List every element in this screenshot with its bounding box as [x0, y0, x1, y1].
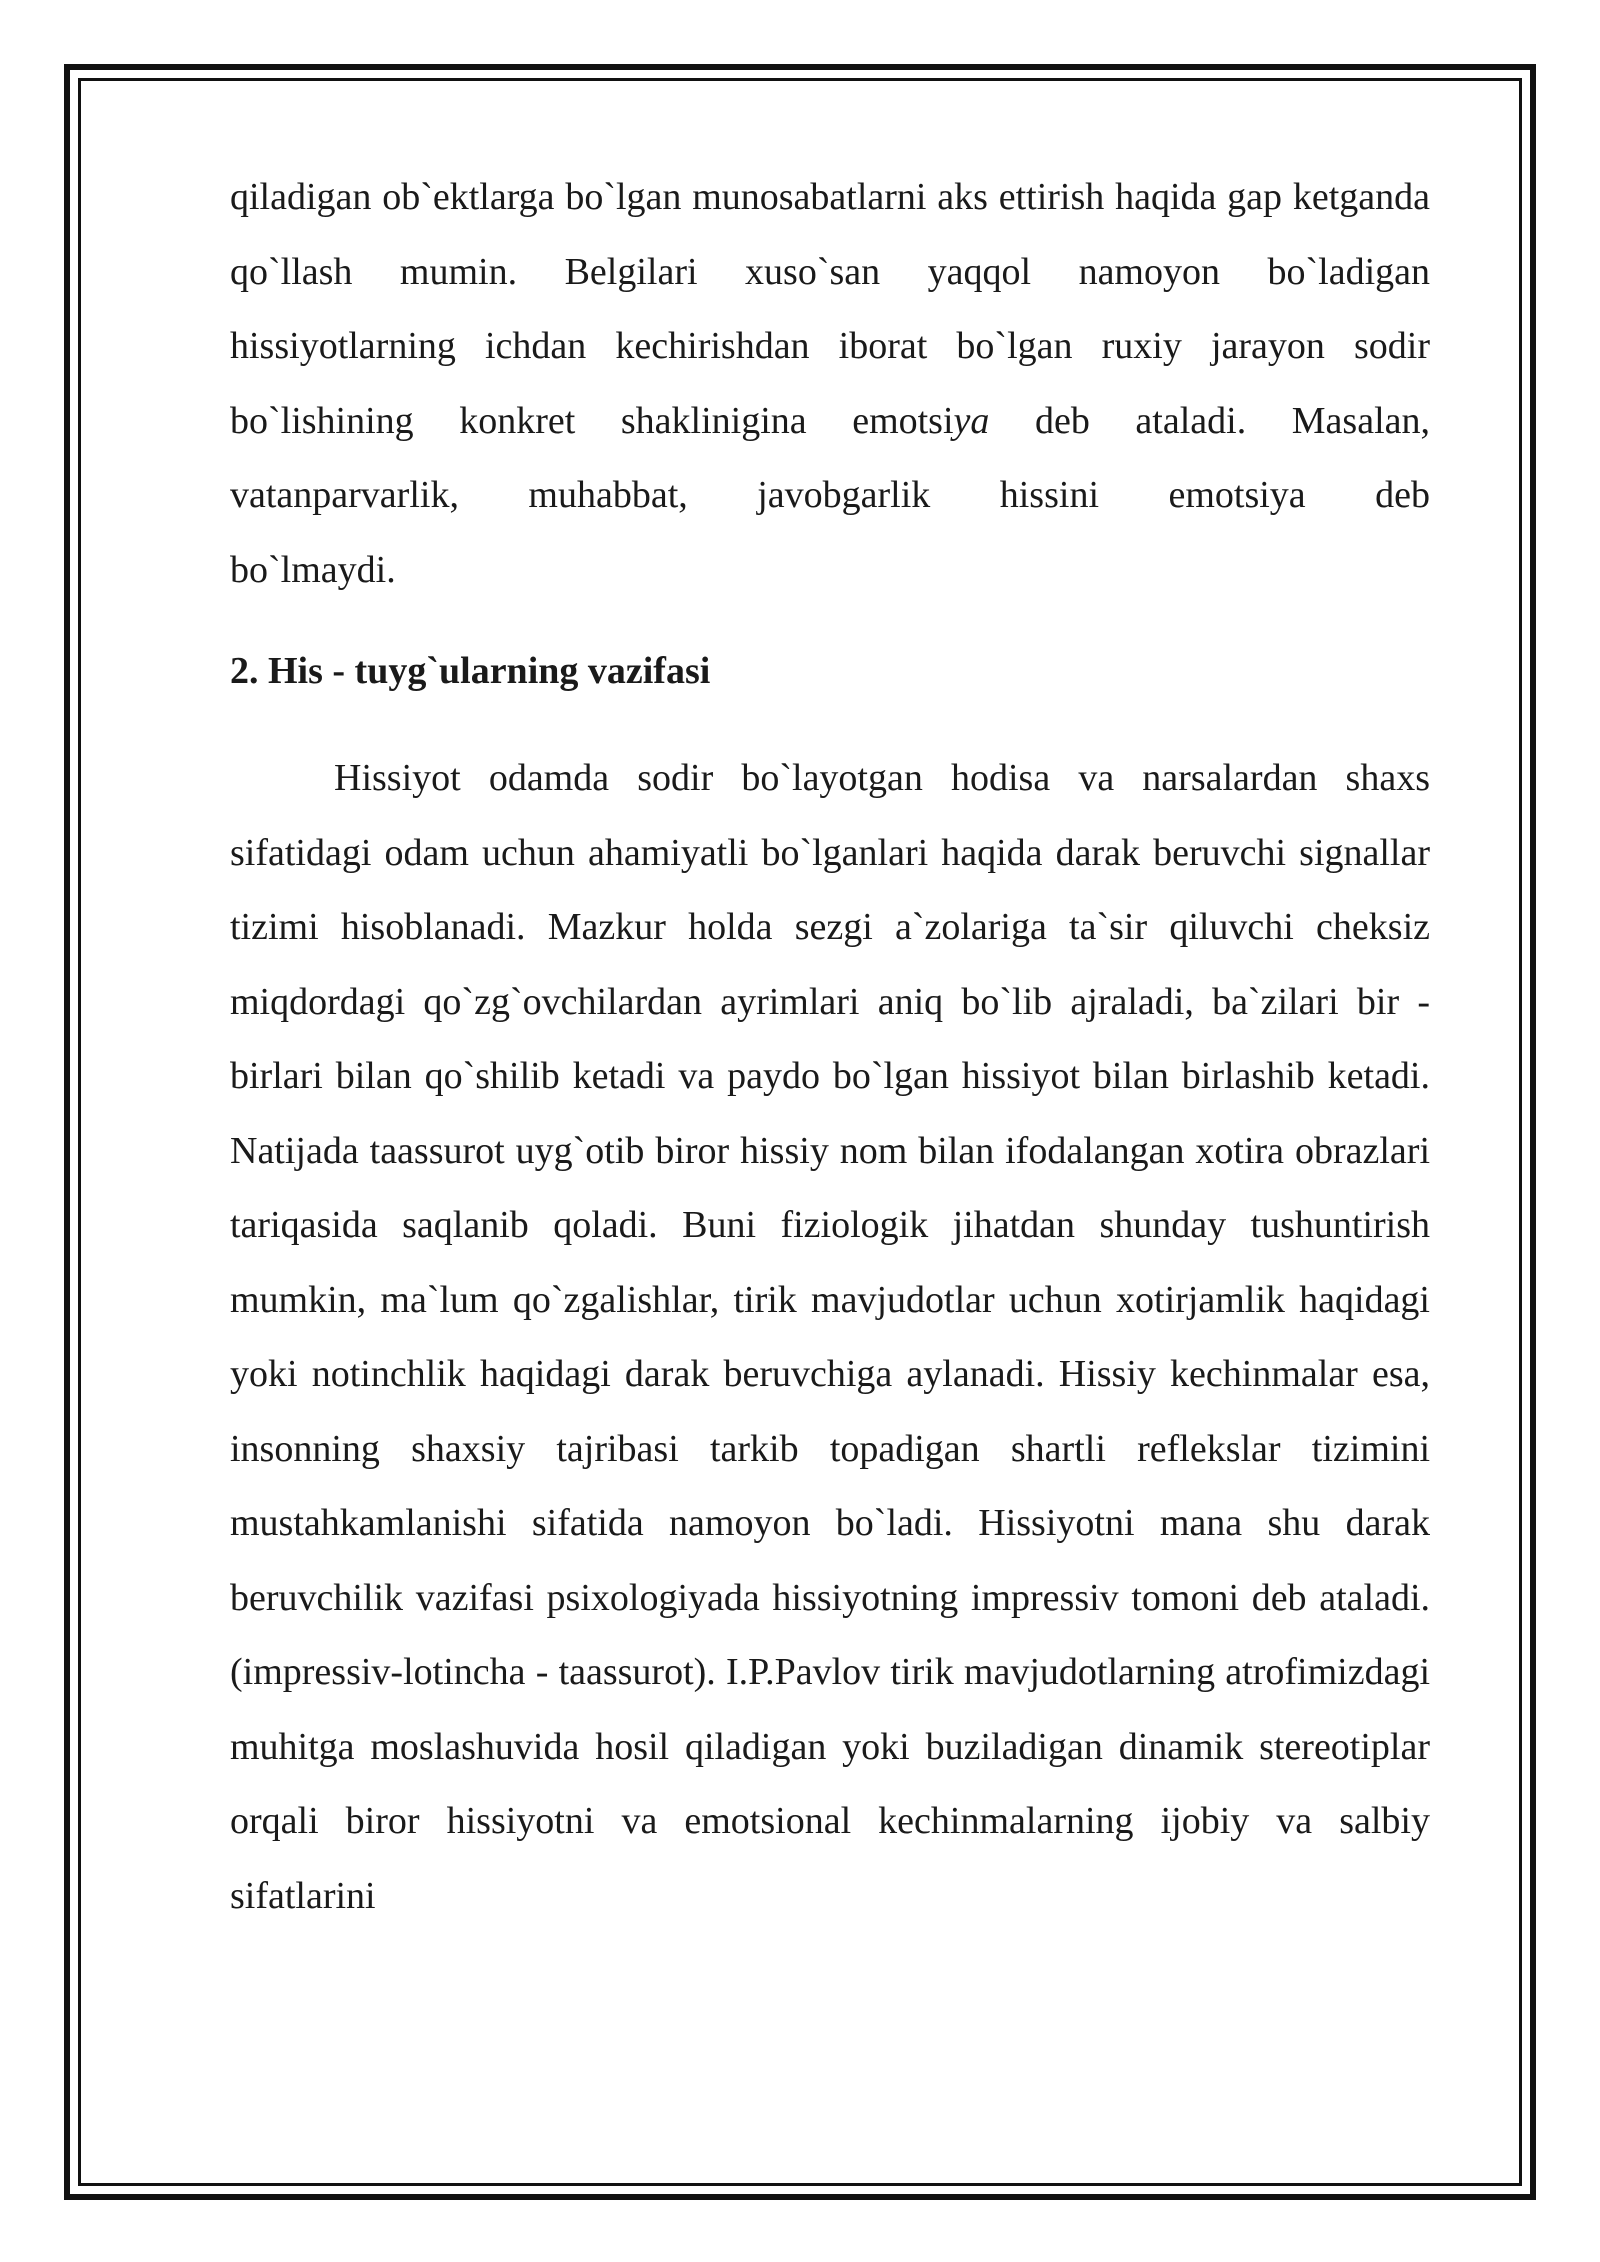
section-heading: 2. His - tuyg`ularning vazifasi: [230, 650, 711, 692]
paragraph-2: Hissiyot odamda sodir bo`layotgan hodisa va narsalardan shaxs sifatidagi odam uchun ahamiyatli bo`lganlari haqida darak beruvchi signallar tizimi hisoblanadi. Mazkur holda sezgi a`zolariga ta`sir qiluvchi cheksiz miqdordagi qo`zg`ovchilardan ayrimlari aniq bo`lib ajraladi, ba`zilari bir -birlari bilan qo`shilib ketadi va paydo bo`lgan hissiyot bilan birlashib ketadi. Natijada taassurot uyg`otib biror hissiy nom bilan ifodalangan xotira obrazlari tariqasida saqlanib qoladi. Buni fiziologik jihatdan shunday tushuntirish mumkin, ma`lum qo`zgalishlar, tirik mavjudotlar uchun xotirjamlik haqidagi yoki notinchlik haqidagi darak beruvchiga aylanadi. Hissiy kechinmalar esa, insonning shaxsiy tajribasi tarkib topadigan shartli reflekslar tizimini mustahkamlanishi sifatida namoyon bo`ladi. Hissiyotni mana shu darak beruvchilik vazifasi psixologiyada hissiyotning impressiv tomoni deb ataladi. (impressiv-lotincha - taassurot). I.P.Pavlov tirik mavjudotlarning atrofimizdagi muhitga moslashuvida hosil qiladigan yoki buziladigan dinamik stereotiplar orqali biror hissiyotni va emotsional kechinmalarning ijobiy va salbiy sifatlarini: [230, 757, 1430, 1917]
paragraph-1-text-end: deb ataladi. Masalan, vatanparvarlik, muhabbat, javobgarlik hissini emotsiya deb: [230, 399, 1430, 516]
paragraph-1-text: qiladigan ob`ektlarga bo`lgan munosabatlarni aks ettirish haqida gap ketganda qo`llash mumin. Belgilari xuso`san yaqqol namoyon bo`ladigan hissiyotlarning ichdan kechirishdan iborat bo`lgan ruxiy jarayon sodir bo`lishining konkret shaklinigina emotsi: [230, 176, 1430, 442]
italic-fragment: ya: [953, 399, 990, 442]
paragraph-1-last-line: bo`lmaydi.: [230, 548, 396, 591]
paragraph-continuation: [230, 160, 1430, 607]
document-body: [230, 160, 1430, 1933]
